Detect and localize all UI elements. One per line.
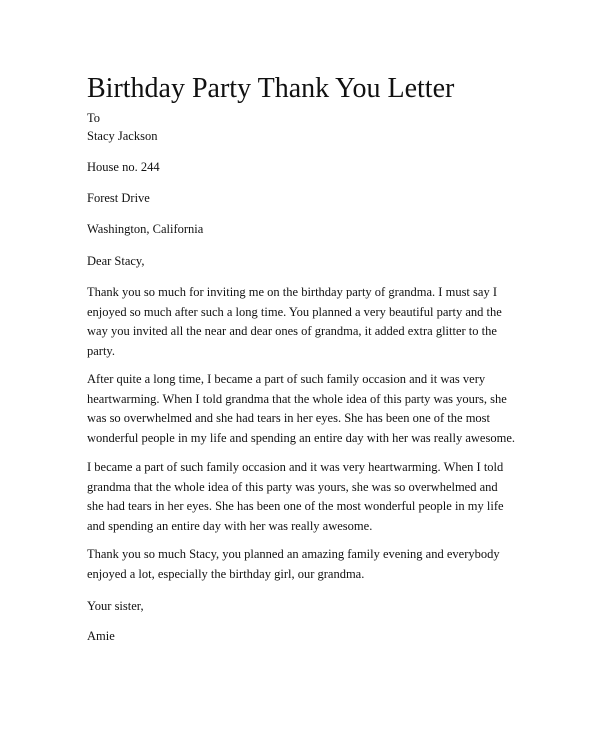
address-line-3: Washington, California — [87, 222, 204, 236]
closing: Your sister, — [87, 599, 144, 613]
body-paragraph-2: After quite a long time, I became a part of such family occasion and it was very heartwarming. When I told grandma that the whole idea of this party was yours, she was so overwhelmed and she had tears in her eyes. She has been one of the most wonderful people in my life and spending an entire day with her was really awesome. — [87, 372, 515, 445]
body-paragraph-3: I became a part of such family occasion and it was very heartwarming. When I told grandma that the whole idea of this party was yours, she was so overwhelmed and she had tears in her eyes. She has been one of the most wonderful people in my life and spending an entire day with her was really awesome. — [87, 460, 504, 533]
body-paragraph-4: Thank you so much Stacy, you planned an amazing family evening and everybody enjoyed a lot, especially the birthday girl, our grandma. — [87, 547, 500, 581]
address-line-2: Forest Drive — [87, 191, 150, 205]
letter-title: Birthday Party Thank You Letter — [87, 73, 455, 104]
salutation: Dear Stacy, — [87, 254, 145, 268]
address-line-1: House no. 244 — [87, 160, 160, 174]
recipient-name: Stacy Jackson — [87, 129, 158, 143]
to-label: To — [87, 111, 101, 125]
signature: Amie — [87, 629, 115, 643]
body-paragraph-1: Thank you so much for inviting me on the birthday party of grandma. I must say I enjoyed so much after such a long time. You planned a very beautiful party and the way you invited all the near and dear ones of grandma, it added extra glitter to the party. — [87, 285, 502, 358]
